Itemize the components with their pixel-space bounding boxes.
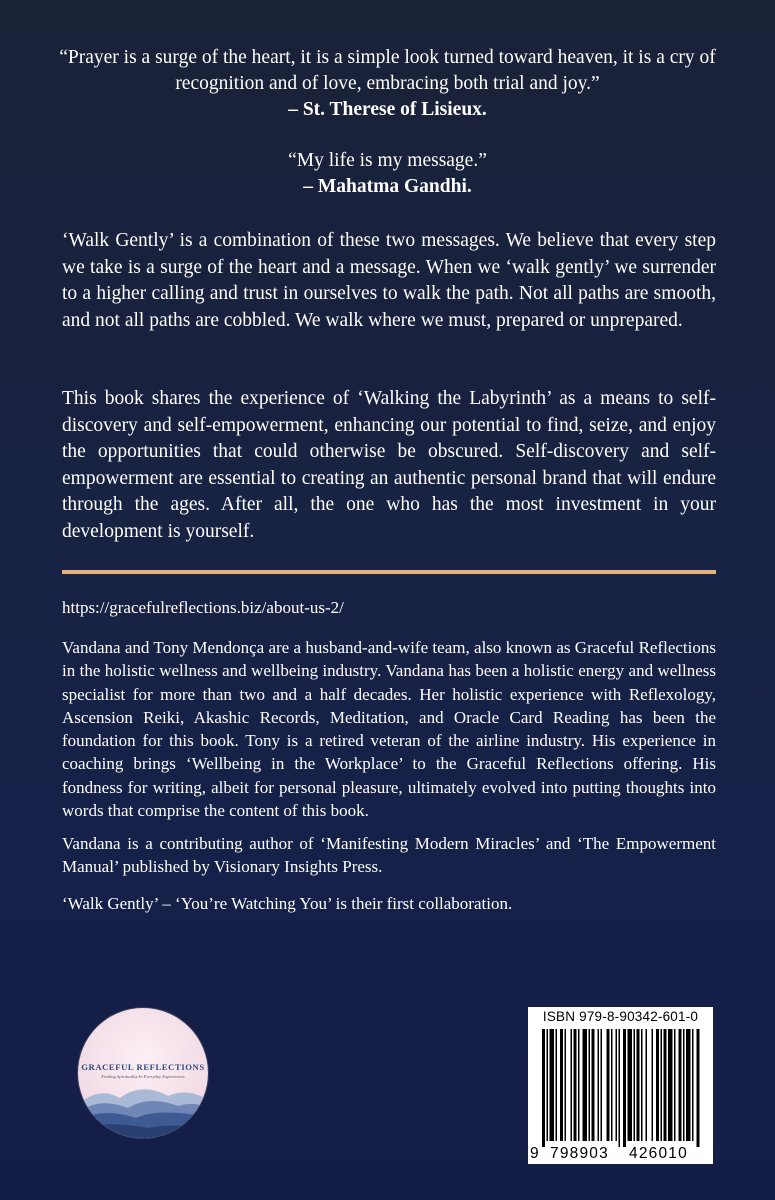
book-description-paragraph: This book shares the experience of ‘Walking the Labyrinth’ as a means to self-discovery and self-empowerment, enhancing our potential to find, seize, and enjoy the opportunities that could otherwise be obscured. Self-discovery and self-empowerment are essential to creating an authentic personal brand that will endure through the ages. After all, the one who has the most investment in your development is yourself. (62, 388, 716, 542)
intro-paragraph: ‘Walk Gently’ is a combination of these two messages. We believe that every step we take is a surge of the heart and a message. When we ‘walk gently’ we surrender to a higher calling and trust in ourselves to walk the path. Not all paths are smooth, and not all paths are cobbled. We walk where we must, prepared or unprepared. (62, 230, 716, 331)
quote-author: – St. Therese of Lisieux. (288, 99, 487, 120)
quote-text: “Prayer is a surge of the heart, it is a simple look turned toward heaven, it is a cry of recognition and of love, embracing both trial and joy.” (59, 47, 716, 94)
quote-block-1 (40, 45, 735, 123)
mountains-icon (78, 1082, 208, 1138)
quote-text: “My life is my message.” (288, 150, 487, 171)
quote-block-2 (40, 148, 735, 200)
logo-tagline: Finding Spirituality In Everyday Experiences (101, 1074, 185, 1079)
isbn-barcode (528, 1007, 713, 1164)
author-website-link[interactable]: https://gracefulreflections.biz/about-us-2/ (62, 598, 344, 617)
barcode-digits-left: 798903 (550, 1145, 609, 1162)
graceful-reflections-logo (78, 1008, 208, 1138)
logo-title: GRACEFUL REFLECTIONS (81, 1062, 205, 1072)
barcode-digits-right: 426010 (629, 1145, 688, 1162)
quote-author: – Mahatma Gandhi. (303, 176, 472, 197)
section-divider (62, 570, 716, 574)
barcode-bars (542, 1029, 702, 1147)
collaboration-note: ‘Walk Gently’ – ‘You’re Watching You’ is their first collaboration. (62, 894, 513, 913)
isbn-number: ISBN 979-8-90342-601-0 (542, 1009, 699, 1024)
author-contributions: Vandana is a contributing author of ‘Manifesting Modern Miracles’ and ‘The Empowerment Manual’ published by Visionary Insights Press. (62, 834, 716, 877)
barcode-digit-first: 9 (530, 1145, 539, 1162)
author-bio: Vandana and Tony Mendonça are a husband-and-wife team, also known as Graceful Reflections in the holistic wellness and wellbeing industry. Vandana has been a holistic energy and wellness specialist for more than two and a half decades. Her holistic experience with Reflexology, Ascension Reiki, Akashic Records, Meditation, and Oracle Card Reading has been the foundation for this book. Tony is a retired veteran of the airline industry. His experience in coaching brings ‘Wellbeing in the Workplace’ to the Graceful Reflections offering. His fondness for writing, albeit for personal pleasure, ultimately evolved into putting thoughts into words that comprise the content of this book. (62, 638, 716, 821)
